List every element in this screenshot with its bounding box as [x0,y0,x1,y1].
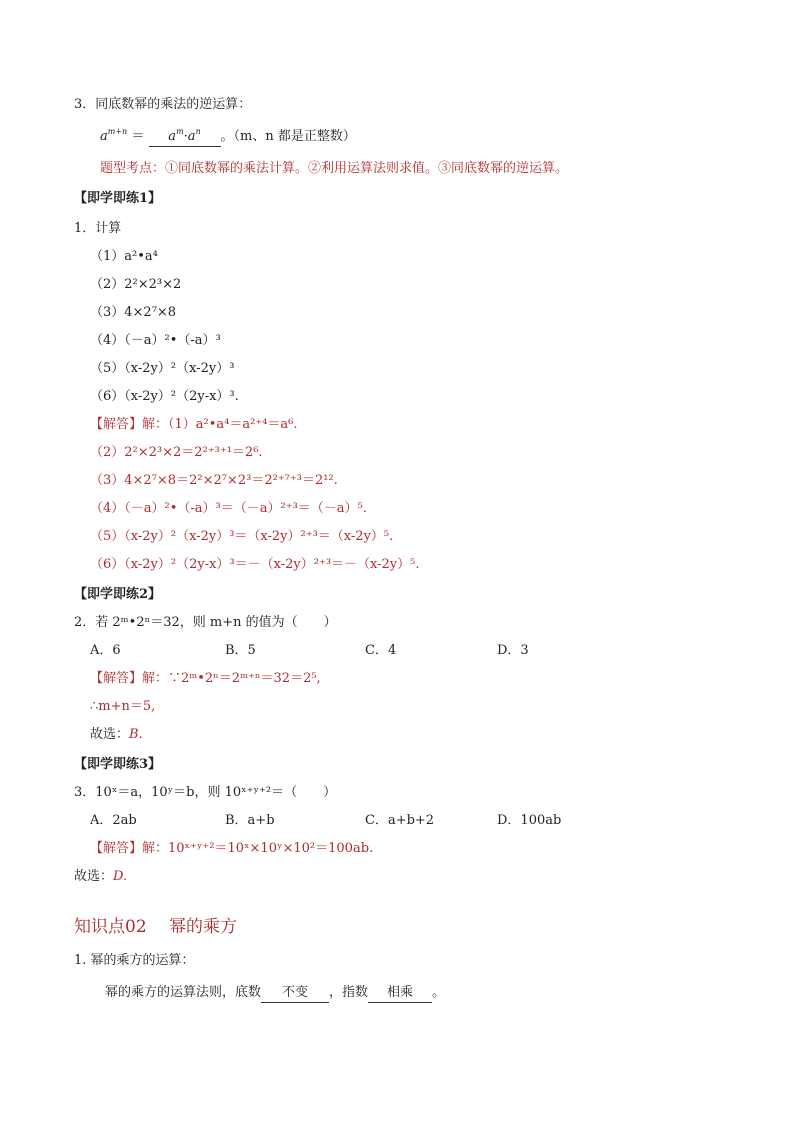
formula-note: 。（m、n 都是正整数） [220,129,356,144]
exercise-3-answer: 【解答】解：10ˣ⁺ʸ⁺²＝10ˣ×10ʸ×10²＝100ab. [90,841,374,856]
choice-label: 故选： [74,869,114,884]
rule-blank-exponent: 相乘 [368,984,432,1003]
rule-blank-base: 不变 [261,984,329,1003]
power-of-power-section: 1. 幂的乘方的运算： [74,953,195,968]
choice-label: 故选： [90,727,130,742]
exercise-1-item: （5）（x-2y）²（x-2y）³ [90,361,235,376]
exercise-1-item: （3）4×2⁷×8 [90,305,177,320]
choice-value: B. [129,727,143,742]
knowledge-point-02-title: 知识点02 幂的乘方 [74,917,238,937]
exercise-1-answer: （2）2²×2³×2＝2²⁺³⁺¹＝2⁶. [90,445,263,460]
exercise-3-question: 3．10ˣ＝a，10ʸ＝b，则 10ˣ⁺ʸ⁺²＝（ ） [74,785,337,800]
question-type-points: 题型考点：①同底数幂的乘法计算。②利用运算法则求值。③同底数幂的逆运算。 [100,161,569,176]
rule-text-b: ，指数 [329,985,369,1000]
exercise-2-header: 【即学即练2】 [74,587,162,602]
exercise-1-answer: （6）（x-2y）²（2y-x）³＝－（x-2y）²⁺³＝－（x-2y）⁵. [90,557,420,572]
choice-value: D. [113,869,128,884]
exercise-2-answer: 【解答】解：∵2ᵐ•2ⁿ＝2ᵐ⁺ⁿ＝32＝2⁵, [90,671,321,686]
exercise-3-option-a: A．2ab [90,813,137,828]
exercise-2-option-d: D．3 [497,643,529,658]
formula-blank [149,128,221,147]
exercise-2-option-b: B．5 [225,643,256,658]
exercise-3-option-b: B．a+b [225,813,275,828]
exercise-2-choice [90,726,143,744]
exercise-1-answer: （4）（－a）²•（-a）³＝（－a）²⁺³＝（－a）⁵. [90,501,367,516]
rule-text-a: 幂的乘方的运算法则，底数 [105,985,262,1000]
blank-exp-m: m [176,126,184,136]
blank-exp-n: n [195,126,201,136]
exercise-2-question: 2．若 2ᵐ•2ⁿ＝32，则 m+n 的值为（ ） [74,615,337,630]
exercise-3-choice [74,868,127,886]
exercise-1-header: 【即学即练1】 [74,191,162,206]
exercise-1-item: （2）2²×2³×2 [90,277,182,292]
exercise-1-item: （4）（－a）²•（-a）³ [90,333,221,348]
exercise-2-conclusion: ∴m+n＝5, [90,699,156,714]
blank-base-1: a [168,129,177,144]
power-of-power-rule [105,984,445,1003]
exercise-1-item: （6）（x-2y）²（2y-x）³. [90,389,239,404]
exercise-1-answer: （3）4×2⁷×8＝2²×2⁷×2³＝2²⁺⁷⁺³＝2¹². [90,473,338,488]
exercise-3-option-c: C．a+b+2 [365,813,435,828]
exercise-1-item: （1）a²•a⁴ [90,249,158,264]
exercise-3-option-d: D．100ab [497,813,562,828]
formula-equals: ＝ [131,129,145,144]
section-3-title: 3．同底数幂的乘法的逆运算： [74,97,252,112]
inverse-formula [100,128,356,147]
exercise-2-option-a: A．6 [90,643,121,658]
blank-dot: · [183,129,188,144]
exercise-1-answer: 【解答】解：（1）a²•a⁴＝a²⁺⁴＝a⁶. [90,417,298,432]
rule-text-c: 。 [432,985,446,1000]
exercise-2-option-c: C．4 [365,643,397,658]
formula-exponent: m+n [107,126,128,136]
formula-base: a [100,129,108,144]
exercise-1-answer: （5）（x-2y）²（x-2y）³＝（x-2y）²⁺³＝（x-2y）⁵. [90,529,394,544]
exercise-1-question: 1．计算 [74,221,122,236]
exercise-3-header: 【即学即练3】 [74,757,162,772]
blank-base-2: a [187,129,196,144]
